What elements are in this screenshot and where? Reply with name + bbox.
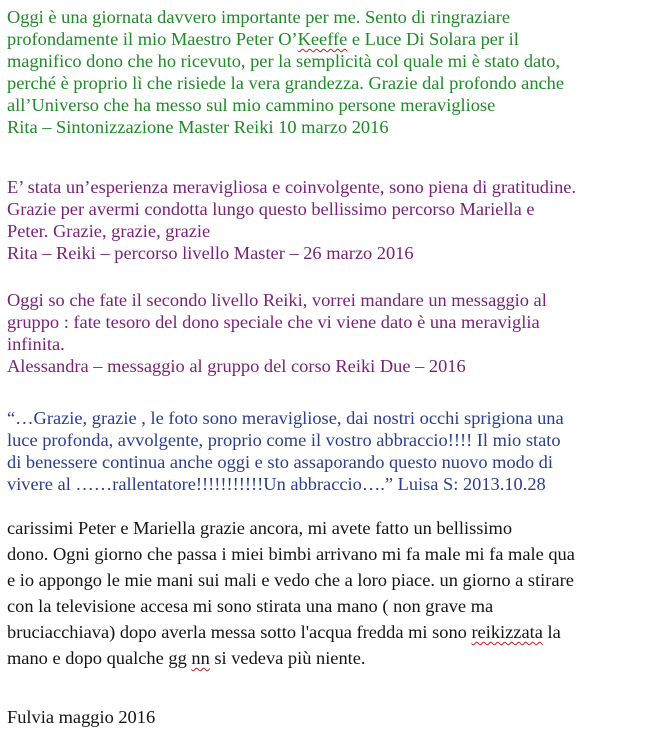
testimonial-line: magnifico dono che ho ricevuto, per la semplicità col quale mi è stato dato, <box>7 51 561 71</box>
testimonial-line: profondamente il mio Maestro Peter O’Keeffe e Luce Di Solara per il <box>7 29 519 49</box>
testimonial-line: all’Universo che ha messo sul mio cammino persone meravigliose <box>7 95 496 115</box>
testimonial-line: con la televisione accesa mi sono stirata una mano ( non grave ma <box>7 596 494 616</box>
testimonial-line: Oggi è una giornata davvero importante per me. Sento di ringraziare <box>7 7 511 27</box>
testimonial-line: e io appongo le mie mani sui mali e vedo che a loro piace. un giorno a stirare <box>7 570 574 590</box>
testimonial-line: E’ stata un’esperienza meravigliosa e coinvolgente, sono piena di gratitudine. <box>7 177 577 197</box>
testimonial-line: mano e dopo qualche gg nn si vedeva più niente. <box>7 648 366 668</box>
testimonial-fulvia <box>7 515 652 671</box>
testimonial-line: carissimi Peter e Mariella grazie ancora, mi avete fatto un bellissimo <box>7 518 513 538</box>
testimonial-line: bruciacchiava) dopo averla messa sotto l'acqua fredda mi sono reikizzata la <box>7 622 561 642</box>
testimonial-signature: Rita – Sintonizzazione Master Reiki 10 marzo 2016 <box>7 117 389 137</box>
testimonial-line: luce profonda, avvolgente, proprio come il vostro abbraccio!!!! Il mio stato <box>7 430 561 450</box>
testimonial-signature: Fulvia maggio 2016 <box>7 707 156 727</box>
testimonial-line: Peter. Grazie, grazie, grazie <box>7 221 211 241</box>
testimonial-rita-master <box>7 176 652 264</box>
testimonial-line: Grazie per avermi condotta lungo questo bellissimo percorso Mariella e <box>7 199 535 219</box>
testimonial-line: infinita. <box>7 334 65 354</box>
testimonial-line: vivere al ……rallentatore!!!!!!!!!!!Un abbraccio….” Luisa S: 2013.10.28 <box>7 474 546 494</box>
spellcheck-word: Keeffe <box>297 29 348 49</box>
testimonial-line: di benessere continua anche oggi e sto assaporando questo nuovo modo di <box>7 452 553 472</box>
testimonial-line: gruppo : fate tesoro del dono speciale che vi viene dato è una meraviglia <box>7 312 540 332</box>
testimonial-alessandra <box>7 289 652 377</box>
testimonial-rita-sintonizzazione <box>7 6 652 138</box>
testimonial-signature: Rita – Reiki – percorso livello Master – 26 marzo 2016 <box>7 243 414 263</box>
testimonial-line: perché è proprio lì che risiede la vera grandezza. Grazie dal profondo anche <box>7 73 565 93</box>
spellcheck-word: reikizzata <box>471 622 543 642</box>
testimonial-line: Oggi so che fate il secondo livello Reiki, vorrei mandare un messaggio al <box>7 290 547 310</box>
testimonial-signature: Alessandra – messaggio al gruppo del corso Reiki Due – 2016 <box>7 356 466 376</box>
testimonial-line: dono. Ogni giorno che passa i miei bimbi arrivano mi fa male mi fa male qua <box>7 544 575 564</box>
testimonial-line: “…Grazie, grazie , le foto sono meravigliose, dai nostri occhi sprigiona una <box>7 408 564 428</box>
testimonial-fulvia-signature-block <box>7 704 652 730</box>
testimonial-luisa <box>7 407 652 495</box>
spellcheck-word: nn <box>191 648 210 668</box>
